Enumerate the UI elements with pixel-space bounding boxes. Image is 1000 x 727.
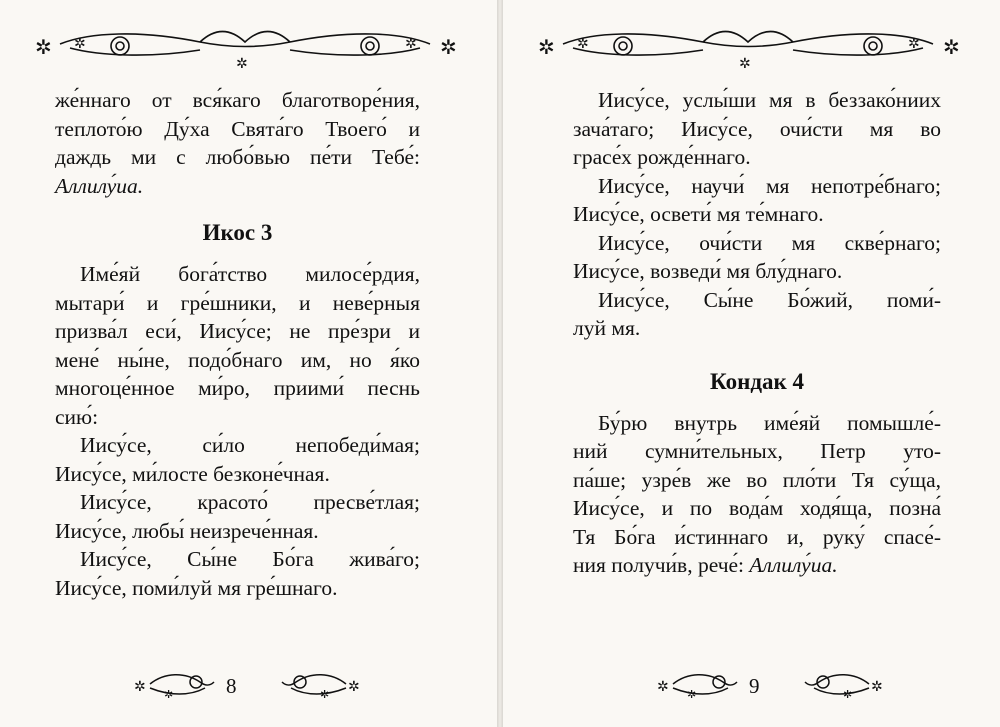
text-line: призва́л еси́, Иису́се; не пре́зри и bbox=[55, 319, 420, 343]
text-line: Иису́се, си́ло непобеди́мая; bbox=[80, 433, 420, 457]
text-line: Иису́се, очи́сти мя скве́рнаго; bbox=[598, 230, 941, 255]
text-line: Иису́се, освети́ мя те́мнаго. bbox=[573, 202, 824, 226]
text-line: Тя Бо́га и́стиннаго и, руку́ спасе́- bbox=[573, 524, 941, 549]
svg-text:✲: ✲ bbox=[943, 37, 960, 59]
text-line: Иису́се, Сы́не Бо́жий, поми́- bbox=[598, 287, 941, 312]
svg-text:✲: ✲ bbox=[134, 680, 146, 695]
page-number: 8 bbox=[226, 674, 237, 698]
svg-text:✲: ✲ bbox=[320, 689, 330, 701]
svg-text:✲: ✲ bbox=[871, 680, 883, 695]
text-line: мене́ ны́не, подо́бнаго им, но я́ко bbox=[55, 347, 420, 372]
text-line: Бу́рю внутрь име́яй помышле́- bbox=[598, 410, 941, 435]
text-line: Иису́се, красото́ пресве́тлая; bbox=[80, 490, 420, 514]
text-line: сию́: bbox=[55, 404, 99, 429]
svg-text:✲: ✲ bbox=[577, 37, 589, 52]
text-line: Иису́се, услы́ши мя в беззако́ниих bbox=[598, 88, 941, 112]
svg-text:✲: ✲ bbox=[538, 37, 555, 59]
text-line: зача́таго; Иису́се, очи́сти мя во bbox=[573, 116, 941, 141]
text-line: ний сумни́тельных, Петр уто- bbox=[573, 439, 941, 463]
text-line-last bbox=[573, 551, 941, 580]
text-line: Иису́се, любы́ неизрече́нная. bbox=[55, 518, 319, 543]
text-line: луй мя. bbox=[573, 316, 641, 340]
section-heading-kondak-4: Кондак 4 bbox=[710, 368, 804, 394]
left-page-text bbox=[55, 86, 420, 602]
left-page bbox=[0, 0, 497, 727]
header-ornament-icon bbox=[0, 14, 497, 70]
text-line: Иису́се, Сы́не Бо́га жива́го; bbox=[80, 547, 420, 571]
text-line: Иису́се, ми́лосте безконе́чная. bbox=[55, 461, 330, 486]
text-line: Иису́се, научи́ мя непотре́бнаго; bbox=[598, 173, 941, 198]
svg-text:✲: ✲ bbox=[739, 57, 751, 70]
svg-text:✲: ✲ bbox=[440, 37, 457, 59]
page-number: 9 bbox=[749, 674, 760, 698]
text-line: Име́яй бога́тство милосе́рдия, bbox=[80, 262, 420, 286]
text-line: даждь ми с любо́вью пе́ти Тебе́: bbox=[55, 145, 420, 169]
text-line: мытари́ и гре́шники, и неве́рныя bbox=[55, 290, 420, 315]
text-line: па́ше; узре́в же во пло́ти Тя су́ща, bbox=[573, 467, 941, 492]
svg-text:✲: ✲ bbox=[843, 689, 853, 701]
text-line: Иису́се, поми́луй мя гре́шнаго. bbox=[55, 575, 338, 600]
alleluia-fragment: Аллилу́иа. bbox=[744, 553, 838, 577]
right-page bbox=[503, 0, 1000, 727]
header-ornament-icon bbox=[503, 14, 1000, 70]
text-line: многоце́нное ми́ро, приими́ песнь bbox=[55, 376, 420, 400]
alleluia-line: Аллилу́иа. bbox=[55, 173, 144, 198]
svg-text:✲: ✲ bbox=[405, 37, 417, 52]
svg-text:✲: ✲ bbox=[348, 680, 360, 695]
text-line: Иису́се, и по вода́м ходя́ща, позна́ bbox=[573, 496, 941, 520]
text-fragment: ния получи́в, рече́: bbox=[573, 553, 745, 577]
text-line: грасе́х рожде́ннаго. bbox=[573, 145, 751, 169]
text-line: же́ннаго от вся́каго благотворе́ния, bbox=[55, 88, 420, 112]
svg-text:✲: ✲ bbox=[687, 689, 697, 701]
footer-ornament-icon bbox=[0, 660, 497, 704]
text-line: Иису́се, возведи́ мя блу́днаго. bbox=[573, 259, 843, 283]
svg-text:✲: ✲ bbox=[164, 689, 174, 701]
right-page-text bbox=[573, 86, 941, 580]
svg-text:✲: ✲ bbox=[236, 57, 248, 70]
svg-text:✲: ✲ bbox=[35, 37, 52, 59]
section-heading-ikos-3: Икос 3 bbox=[202, 220, 273, 245]
svg-text:✲: ✲ bbox=[657, 680, 669, 695]
text-line: теплото́ю Ду́ха Свята́го Твоего́ и bbox=[55, 116, 420, 141]
svg-text:✲: ✲ bbox=[74, 37, 86, 52]
svg-text:✲: ✲ bbox=[908, 37, 920, 52]
